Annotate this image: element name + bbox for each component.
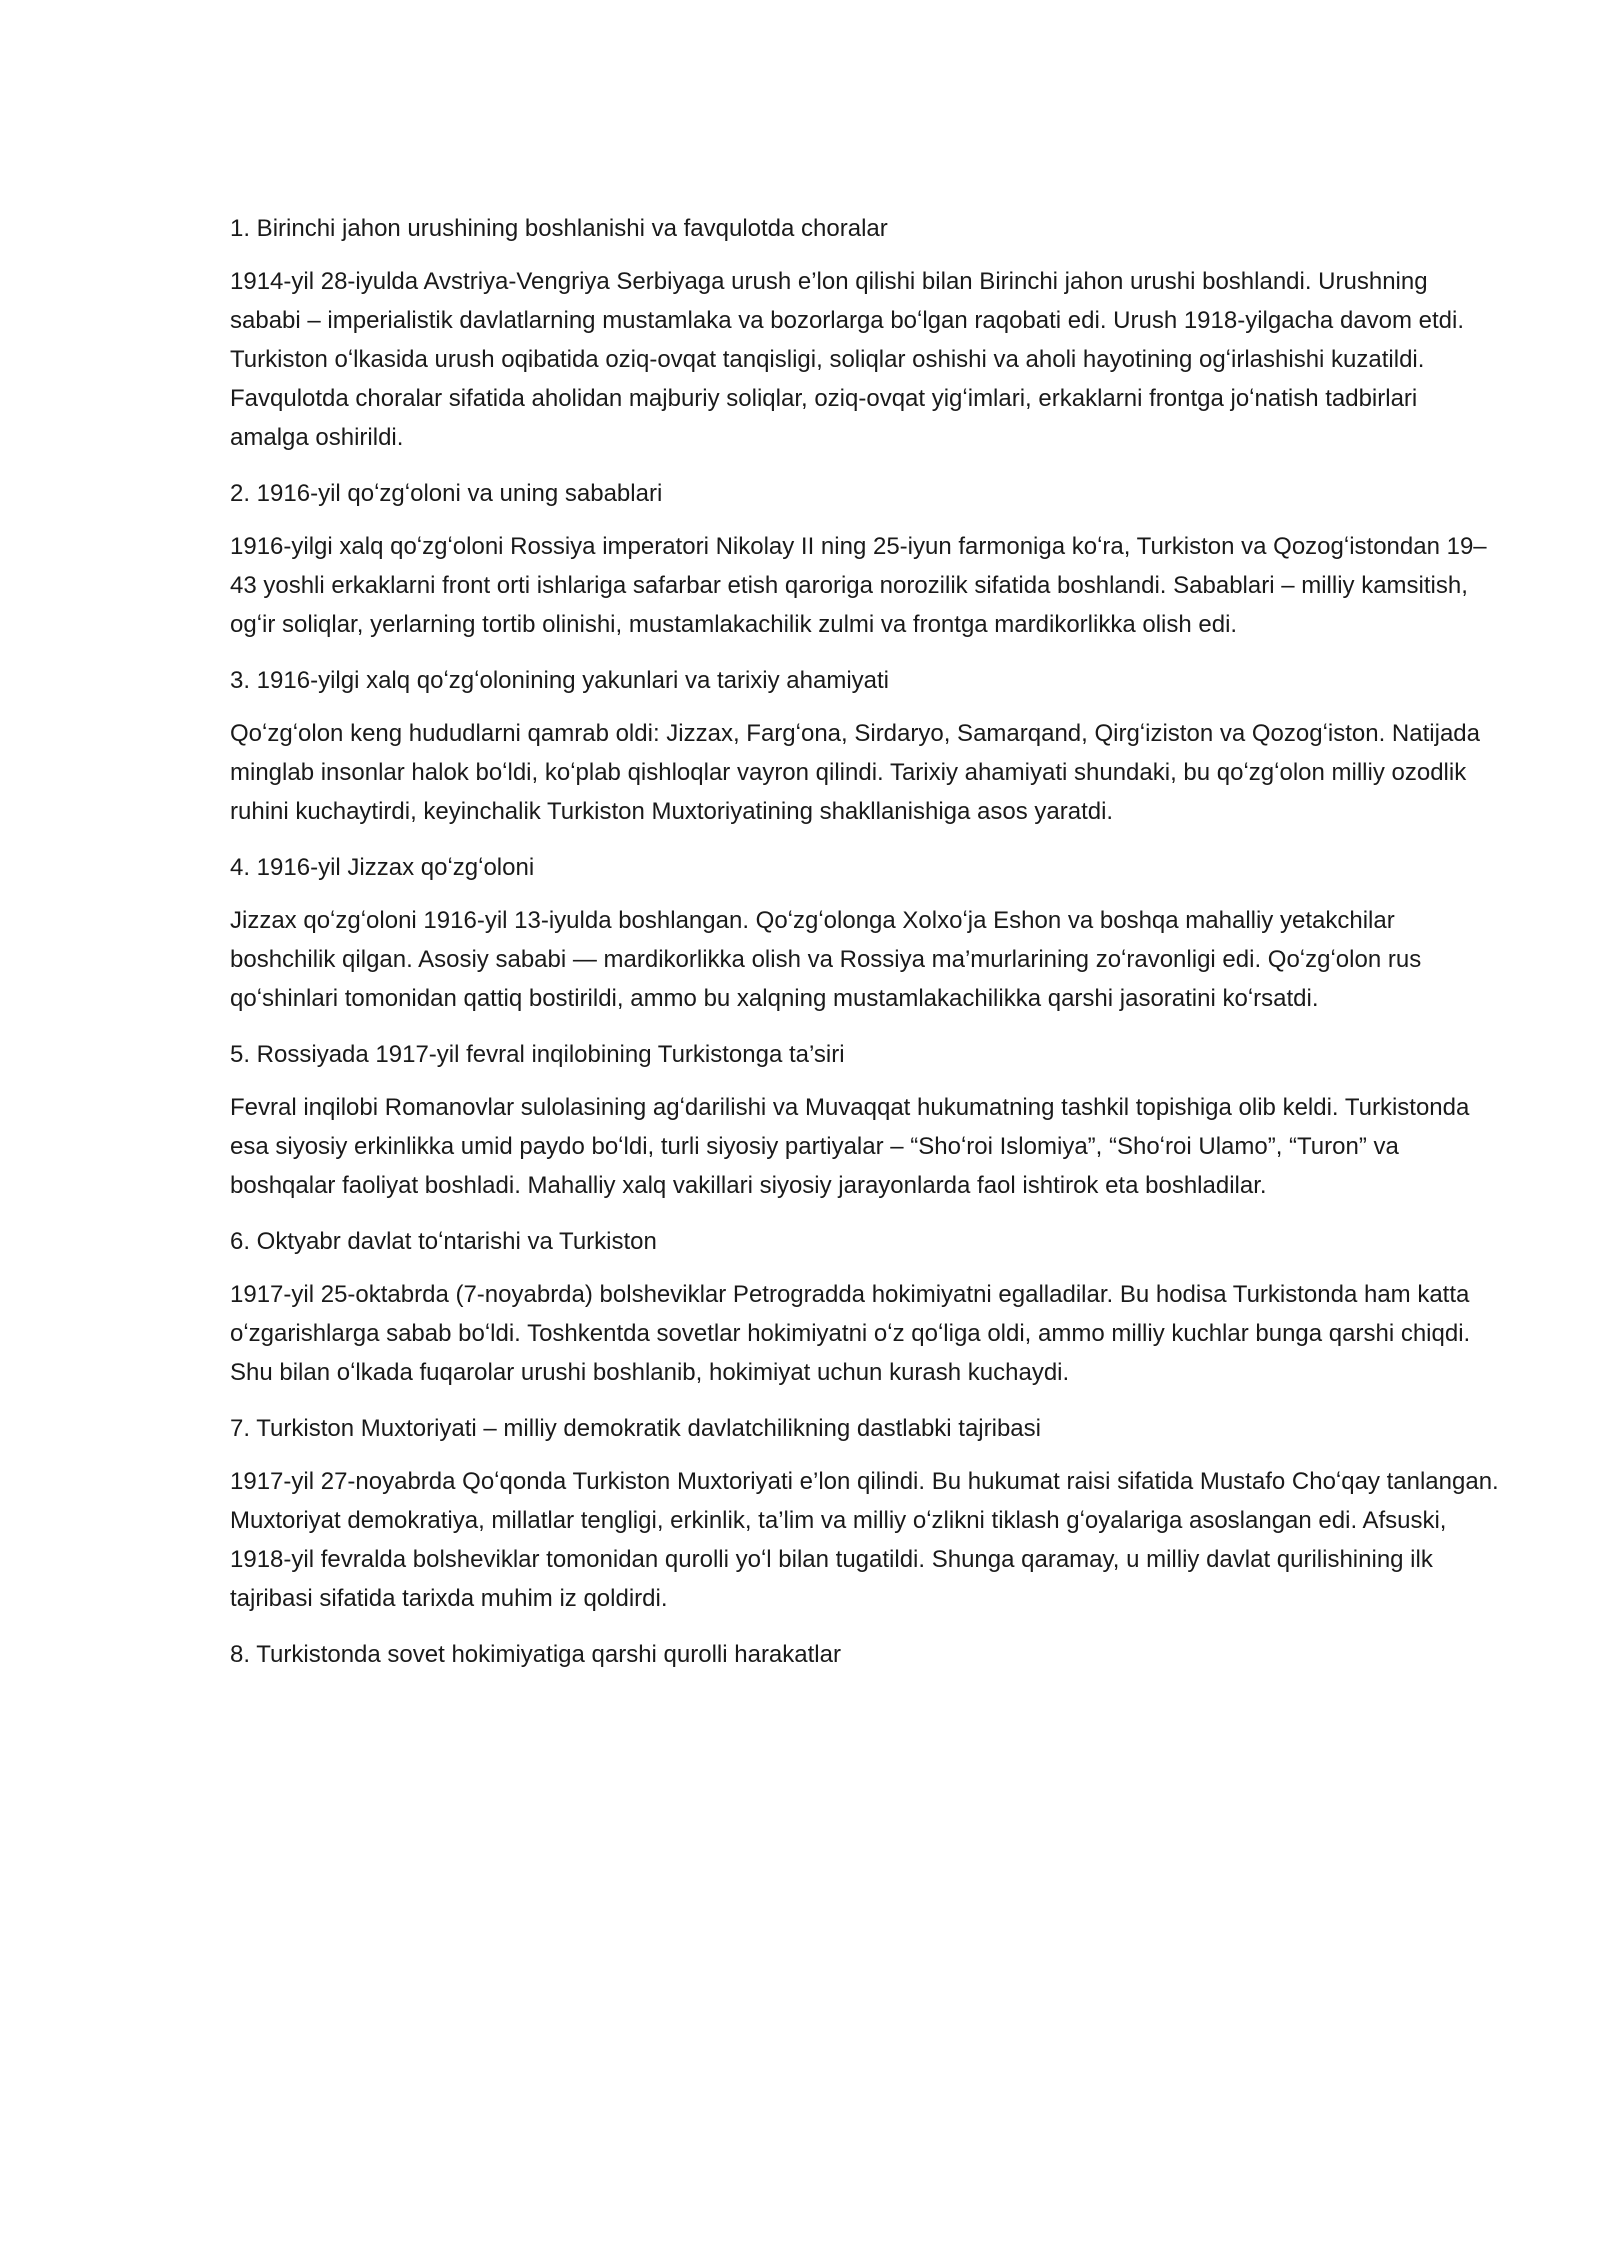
- section-2-heading: 2. 1916-yil qoʻzgʻoloni va uning sabablari: [230, 480, 663, 507]
- document-content: [230, 210, 1500, 1688]
- section-5-heading: 5. Rossiyada 1917-yil fevral inqilobining Turkistonga ta’siri: [230, 1041, 845, 1068]
- section-4-heading: 4. 1916-yil Jizzax qoʻzgʻoloni: [230, 854, 535, 881]
- section-1-body: 1914-yil 28-iyulda Avstriya-Vengriya Serbiyaga urush e’lon qilishi bilan Birinchi jahon urushi boshlandi. Urushning sababi – imperialistik davlatlarning mustamlaka va bozorlarga boʻlgan raqobati edi. Urush 1918-yilgacha davom etdi. Turkiston oʻlkasida urush oqibatida oziq-ovqat tanqisligi, soliqlar oshishi va aholi hayotining ogʻirlashishi kuzatildi. Favqulotda choralar sifatida aholidan majburiy soliqlar, oziq-ovqat yigʻimlari, erkaklarni frontga joʻnatish tadbirlari amalga oshirildi.: [230, 268, 1465, 451]
- section-6-body: 1917-yil 25-oktabrda (7-noyabrda) bolsheviklar Petrogradda hokimiyatni egalladilar. Bu hodisa Turkistonda ham katta oʻzgarishlarga sabab boʻldi. Toshkentda sovetlar hokimiyatni oʻz qoʻliga oldi, ammo milliy kuchlar bunga qarshi chiqdi. Shu bilan oʻlkada fuqarolar urushi boshlanib, hokimiyat uchun kurash kuchaydi.: [230, 1281, 1471, 1386]
- section-2-body: 1916-yilgi xalq qoʻzgʻoloni Rossiya imperatori Nikolay II ning 25-iyun farmoniga koʻra, Turkiston va Qozogʻistondan 19–43 yoshli erkaklarni front orti ishlariga safarbar etish qaroriga norozilik sifatida boshlandi. Sabablari – milliy kamsitish, ogʻir soliqlar, yerlarning tortib olinishi, mustamlakachilik zulmi va frontga mardikorlikka olish edi.: [230, 533, 1487, 638]
- section-6-heading: 6. Oktyabr davlat toʻntarishi va Turkiston: [230, 1228, 657, 1255]
- section-5-body: Fevral inqilobi Romanovlar sulolasining agʻdarilishi va Muvaqqat hukumatning tashkil topishiga olib keldi. Turkistonda esa siyosiy erkinlikka umid paydo boʻldi, turli siyosiy partiyalar – “Shoʻroi Islomiya”, “Shoʻroi Ulamo”, “Turon” va boshqalar faoliyat boshladi. Mahalliy xalq vakillari siyosiy jarayonlarda faol ishtirok eta boshladilar.: [230, 1094, 1470, 1199]
- section-7-body: 1917-yil 27-noyabrda Qoʻqonda Turkiston Muxtoriyati e’lon qilindi. Bu hukumat raisi sifatida Mustafo Choʻqay tanlangan. Muxtoriyat demokratiya, millatlar tengligi, erkinlik, ta’lim va milliy oʻzlikni tiklash gʻoyalariga asoslangan edi. Afsuski, 1918-yil fevralda bolsheviklar tomonidan qurolli yoʻl bilan tugatildi. Shunga qaramay, u milliy davlat qurilishining ilk tajribasi sifatida tarixda muhim iz qoldirdi.: [230, 1468, 1499, 1612]
- section-8-heading: 8. Turkistonda sovet hokimiyatiga qarshi qurolli harakatlar: [230, 1641, 841, 1668]
- section-7-heading: 7. Turkiston Muxtoriyati – milliy demokratik davlatchilikning dastlabki tajribasi: [230, 1415, 1041, 1442]
- section-4-body: Jizzax qoʻzgʻoloni 1916-yil 13-iyulda boshlangan. Qoʻzgʻolonga Xolxoʻja Eshon va boshqa mahalliy yetakchilar boshchilik qilgan. Asosiy sababi — mardikorlikka olish va Rossiya ma’murlarining zoʻravonligi edi. Qoʻzgʻolon rus qoʻshinlari tomonidan qattiq bostirildi, ammo bu xalqning mustamlakachilikka qarshi jasoratini koʻrsatdi.: [230, 907, 1422, 1012]
- section-1-heading: 1. Birinchi jahon urushining boshlanishi va favqulotda choralar: [230, 215, 888, 242]
- section-3-heading: 3. 1916-yilgi xalq qoʻzgʻolonining yakunlari va tarixiy ahamiyati: [230, 667, 890, 694]
- section-3-body: Qoʻzgʻolon keng hududlarni qamrab oldi: Jizzax, Fargʻona, Sirdaryo, Samarqand, Qirgʻiziston va Qozogʻiston. Natijada minglab insonlar halok boʻldi, koʻplab qishloqlar vayron qilindi. Tarixiy ahamiyati shundaki, bu qoʻzgʻolon milliy ozodlik ruhini kuchaytirdi, keyinchalik Turkiston Muxtoriyatining shakllanishiga asos yaratdi.: [230, 720, 1480, 825]
